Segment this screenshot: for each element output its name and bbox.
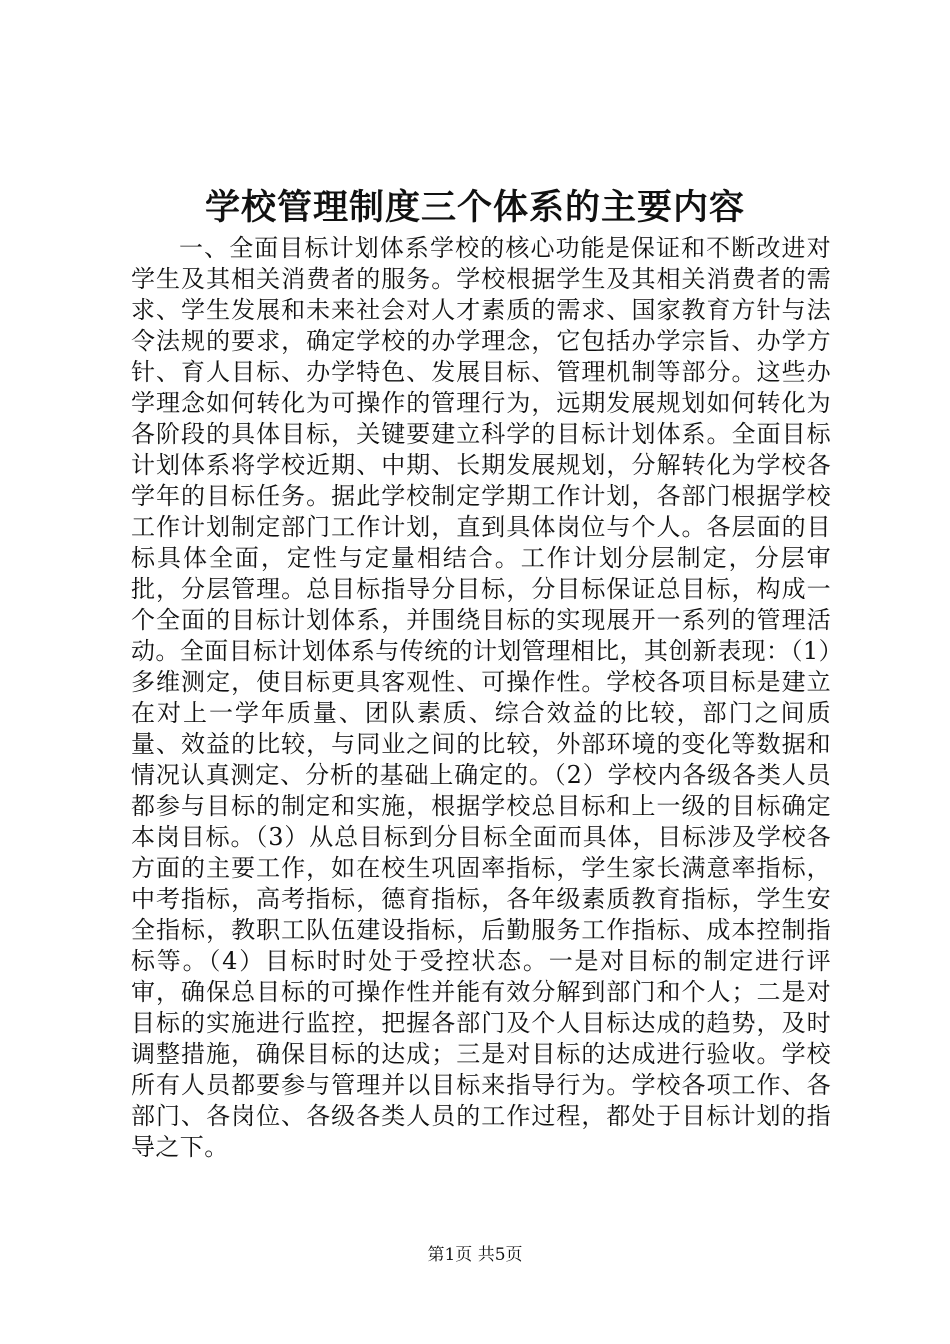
body-paragraph: 一、全面目标计划体系学校的核心功能是保证和不断改进对学生及其相关消费者的服务。学校根据学生及其相关消费者的需求、学生发展和未来社会对人才素质的需求、国家教育方针与法令法规的要求，确定学校的办学理念，它包括办学宗旨、办学方针、育人目标、办学特色、发展目标、管理机制等部分。这些办学理念如何转化为可操作的管理行为，远期发展规划如何转化为各阶段的具体目标，关键要建立科学的目标计划体系。全面目标计划体系将学校近期、中期、长期发展规划，分解转化为学校各学年的目标任务。据此学校制定学期工作计划，各部门根据学校工作计划制定部门工作计划，直到具体岗位与个人。各层面的目标具体全面，定性与定量相结合。工作计划分层制定，分层审批，分层管理。总目标指导分目标，分目标保证总目标，构成一个全面的目标计划体系，并围绕目标的实现展开一系列的管理活动。全面目标计划体系与传统的计划管理相比，其创新表现：（1）多维测定，使目标更具客观性、可操作性。学校各项目标是建立在对上一学年质量、团队素质、综合效益的比较，部门之间质量、效益的比较，与同业之间的比较，外部环境的变化等数据和情况认真测定、分析的基础上确定的。（2）学校内各级各类人员都参与目标的制定和实施，根据学校总目标和上一级的目标确定本岗目标。（3）从总目标到分目标全面而具体，目标涉及学校各方面的主要工作，如在校生巩固率指标，学生家长满意率指标，中考指标，高考指标，德育指标，各年级素质教育指标，学生安全指标，教职工队伍建设指标，后勤服务工作指标、成本控制指标等。（4）目标时时处于受控状态。一是对目标的制定进行评审，确保总目标的可操作性并能有效分解到部门和个人；二是对目标的实施进行监控，把握各部门及个人目标达成的趋势，及时调整措施，确保目标的达成；三是对目标的达成进行验收。学校所有人员都要参与管理并以目标来指导行为。学校各项工作、各部门、各岗位、各级各类人员的工作过程，都处于目标计划的指导之下。 [131,234,831,1161]
document-title: 学校管理制度三个体系的主要内容 [204,187,745,228]
page-number-footer: 第1页 共5页 [427,1245,523,1265]
